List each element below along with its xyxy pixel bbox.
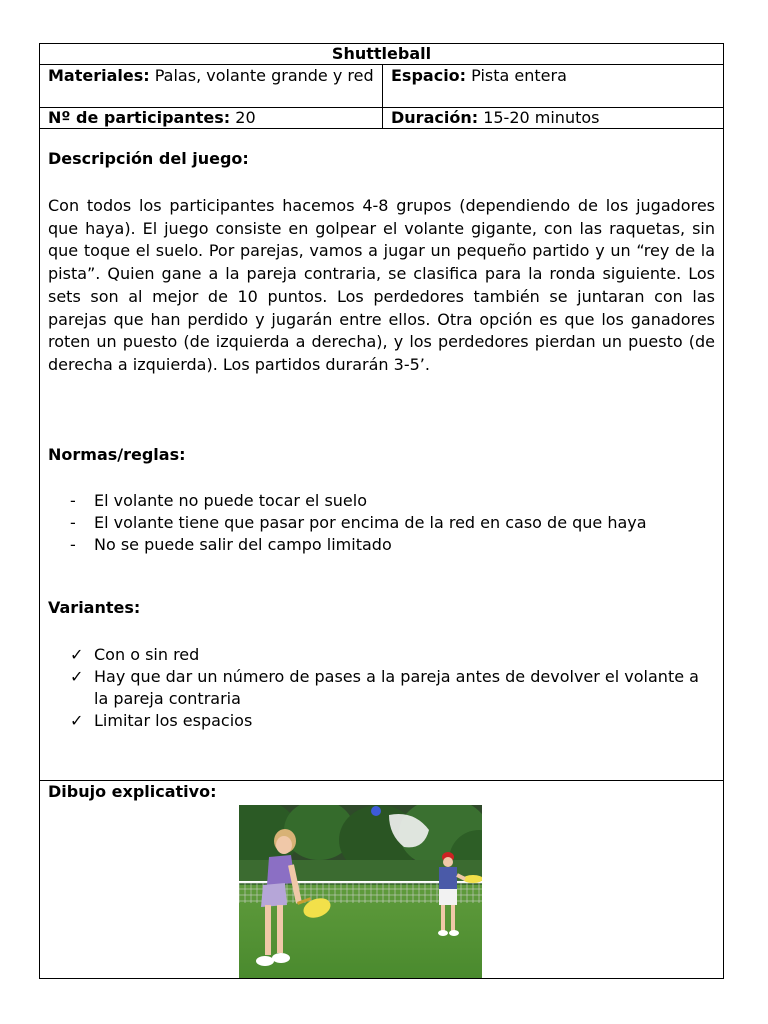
drawing-heading: Dibujo explicativo: <box>48 782 217 801</box>
list-item <box>48 512 715 534</box>
participants-row <box>40 108 723 129</box>
list-item <box>48 644 715 666</box>
rules-list <box>48 490 715 556</box>
checkmark-icon: ✓ <box>70 667 84 686</box>
photo-illustration <box>239 805 482 978</box>
variant-text: Limitar los espacios <box>94 711 253 730</box>
variant-text: Hay que dar un número de pases a la pareja antes de devolver el volante a la pareja contraria <box>94 667 699 708</box>
checkmark-icon: ✓ <box>70 645 84 664</box>
rule-text: El volante tiene que pasar por encima de la red en caso de que haya <box>94 513 647 532</box>
materials-cell <box>40 65 383 107</box>
rules-heading: Normas/reglas: <box>48 445 186 464</box>
list-item <box>48 534 715 556</box>
description-heading: Descripción del juego: <box>48 149 249 168</box>
list-item <box>48 490 715 512</box>
participants-value: 20 <box>230 108 256 127</box>
variant-text: Con o sin red <box>94 645 200 664</box>
duration-value: 15-20 minutos <box>478 108 600 127</box>
participants-label: Nº de participantes: <box>48 108 231 127</box>
description-text: Con todos los participantes hacemos 4-8 grupos (dependiendo de los jugadores que haya). El juego consiste en golpear el volante gigante, con las raquetas, sin que toque el suelo. Por parejas, vamos a jugar un pequeño partido y un “rey de la pista”. Quien gane a la pareja contraria, se clasifica para la ronda siguiente. Los sets son al mejor de 10 puntos. Los perdedores también se juntaran con las parejas que han perdido y jugarán entre ellos. Otra opción es que los ganadores roten un puesto (de izquierda a derecha), y los perdedores pierdan un puesto (de derecha a izquierda). Los partidos durarán 3-5’. <box>48 196 715 374</box>
list-item <box>48 666 715 710</box>
duration-cell <box>383 108 723 128</box>
checkmark-icon: ✓ <box>70 711 84 730</box>
rule-text: No se puede salir del campo limitado <box>94 535 392 554</box>
children-playing-photo <box>239 805 482 978</box>
space-value: Pista entera <box>466 66 567 85</box>
description-section <box>40 129 723 781</box>
dash-bullet: - <box>70 491 76 510</box>
space-label: Espacio: <box>391 66 467 85</box>
dash-bullet: - <box>70 535 76 554</box>
dash-bullet: - <box>70 513 76 532</box>
participants-cell <box>40 108 383 128</box>
list-item <box>48 710 715 732</box>
card-title: Shuttleball <box>40 44 723 65</box>
activity-card <box>39 43 724 979</box>
materials-row <box>40 65 723 108</box>
materials-value: Palas, volante grande y red <box>149 66 374 85</box>
materials-label: Materiales: <box>48 66 150 85</box>
duration-label: Duración: <box>391 108 479 127</box>
variants-list <box>48 644 715 732</box>
space-cell <box>383 65 723 107</box>
drawing-section <box>40 781 723 978</box>
variants-heading: Variantes: <box>48 598 141 617</box>
rule-text: El volante no puede tocar el suelo <box>94 491 367 510</box>
